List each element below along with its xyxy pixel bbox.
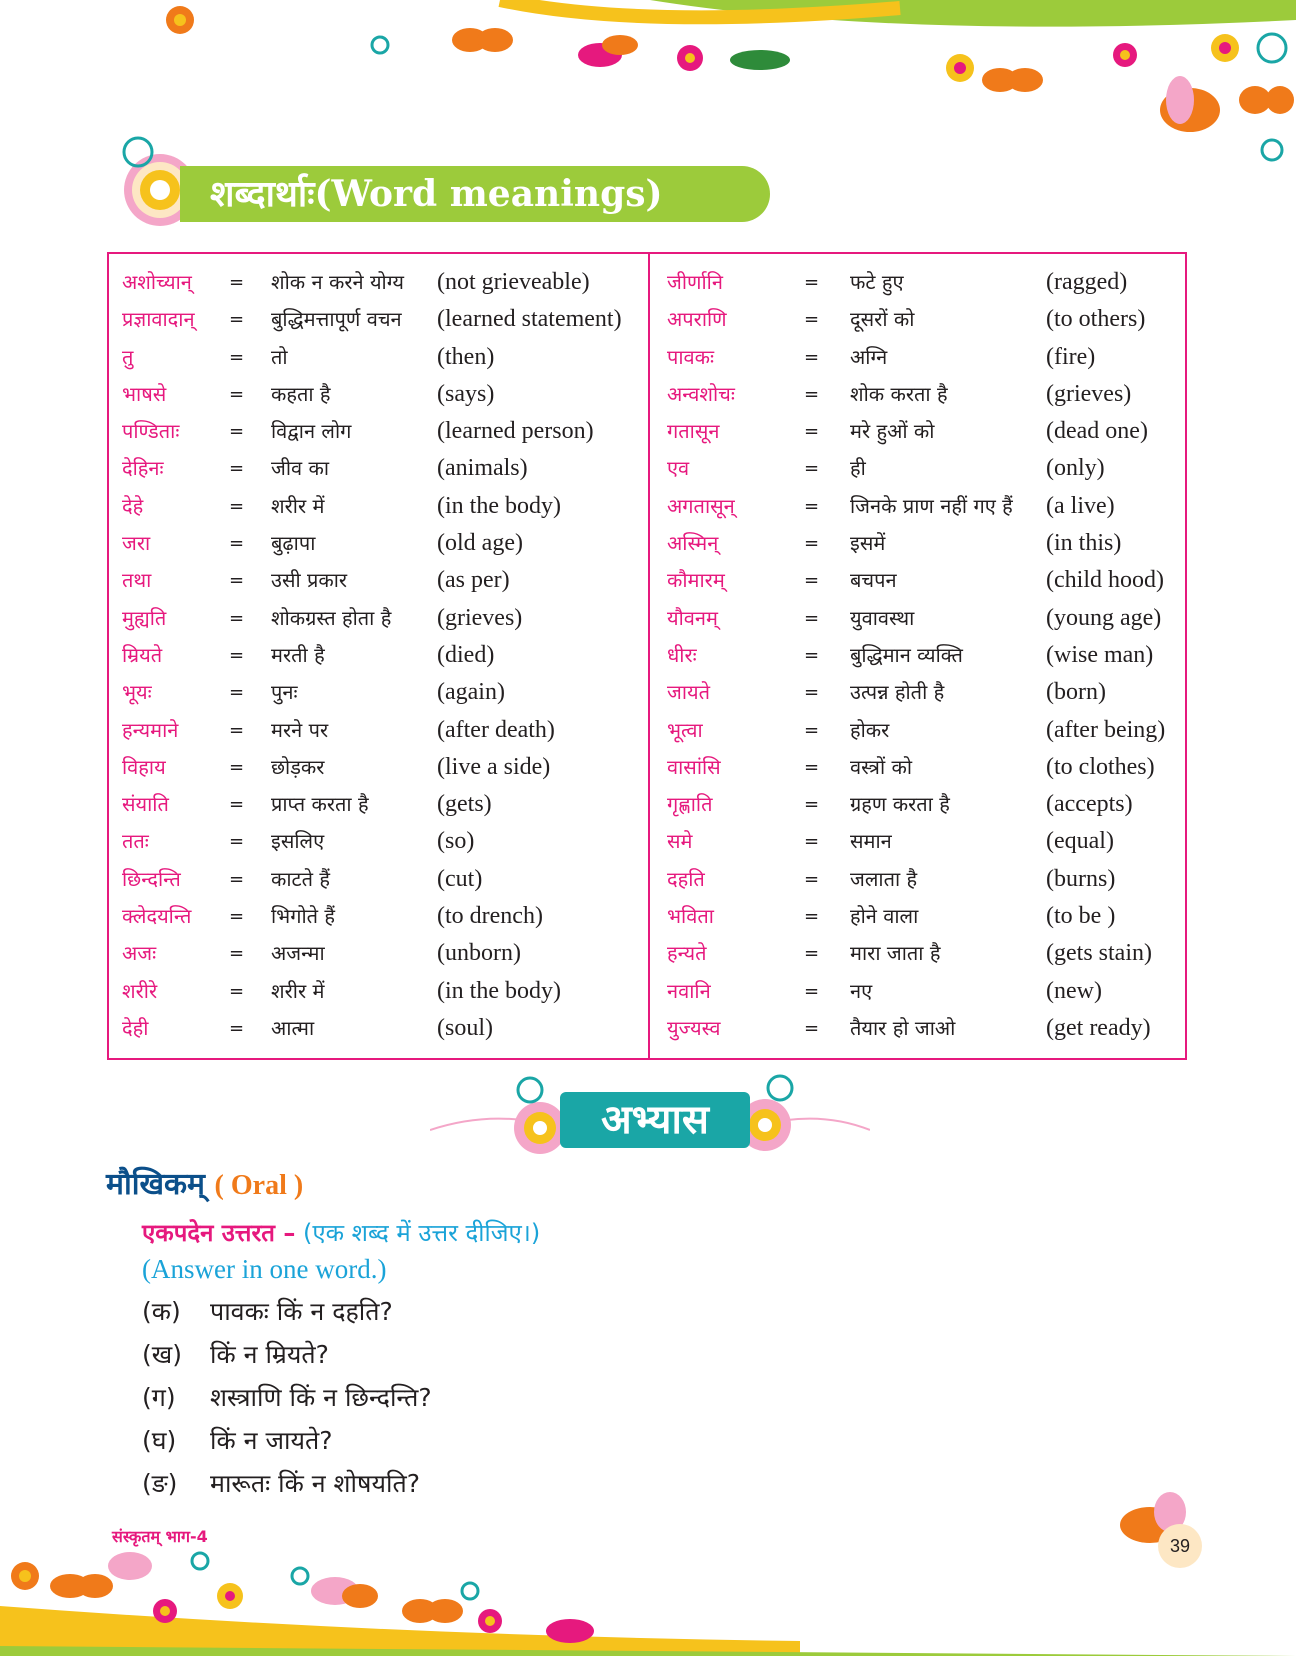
- sanskrit-word: हन्यते: [667, 941, 707, 966]
- equals-sign: =: [229, 607, 245, 629]
- word-meaning-row: [664, 488, 1184, 525]
- english-meaning: (in the body): [437, 492, 561, 519]
- butterfly-icon: [402, 1599, 463, 1623]
- english-meaning: (again): [437, 679, 505, 706]
- hindi-meaning: वस्त्रों को: [850, 754, 913, 779]
- oral-heading-english: ( Oral ): [214, 1170, 304, 1201]
- equals-sign: =: [804, 831, 820, 853]
- english-meaning: (as per): [437, 567, 510, 594]
- equals-sign: =: [804, 980, 820, 1002]
- equals-sign: =: [229, 644, 245, 666]
- hindi-meaning: शोक करता है: [850, 381, 948, 406]
- instruction-english: (Answer in one word.): [142, 1254, 387, 1284]
- hindi-meaning: नए: [850, 978, 873, 1003]
- hindi-meaning: शरीर में: [271, 493, 325, 518]
- sanskrit-word: भाषसे: [122, 381, 167, 406]
- oral-heading: [106, 1162, 303, 1203]
- english-meaning: (to others): [1046, 306, 1146, 333]
- hindi-meaning: फटे हुए: [850, 270, 904, 294]
- hindi-meaning: समान: [850, 829, 892, 854]
- english-meaning: (died): [437, 641, 495, 668]
- word-meaning-row: [664, 749, 1184, 786]
- right-column: [664, 264, 1184, 1047]
- equals-sign: =: [804, 644, 820, 666]
- flower-icon: [677, 45, 703, 71]
- equals-sign: =: [804, 794, 820, 816]
- section-title: शब्दार्थाः(Word meanings): [210, 173, 663, 215]
- word-meaning-row: [664, 973, 1184, 1010]
- equals-sign: =: [804, 421, 820, 443]
- english-meaning: (to clothes): [1046, 753, 1155, 780]
- sanskrit-word: देहे: [122, 493, 144, 518]
- hindi-meaning: बुढ़ापा: [271, 531, 316, 556]
- sanskrit-word: तु: [122, 344, 134, 369]
- english-meaning: (gets): [437, 791, 492, 818]
- word-meaning-row: [119, 749, 644, 786]
- hindi-meaning: विद्वान लोग: [271, 419, 352, 444]
- english-meaning: (born): [1046, 679, 1106, 706]
- english-meaning: (old age): [437, 530, 523, 557]
- sanskrit-word: संयाति: [122, 792, 169, 817]
- flower-icon: [217, 1583, 243, 1609]
- sanskrit-word: देही: [122, 1015, 149, 1040]
- sanskrit-word: अपराणि: [667, 307, 727, 332]
- english-meaning: (soul): [437, 1014, 493, 1041]
- butterfly-icon: [108, 1552, 152, 1580]
- hindi-meaning: छोड़कर: [271, 754, 325, 779]
- english-meaning: (grieves): [1046, 380, 1132, 407]
- english-meaning: (so): [437, 828, 475, 855]
- english-meaning: (burns): [1046, 865, 1116, 892]
- equals-sign: =: [229, 906, 245, 928]
- english-meaning: (cut): [437, 865, 483, 892]
- hindi-meaning: इसमें: [850, 531, 886, 556]
- english-meaning: (young age): [1046, 604, 1162, 631]
- hindi-meaning: शरीर में: [271, 978, 325, 1003]
- butterfly-icon: [50, 1574, 113, 1598]
- equals-sign: =: [229, 458, 245, 480]
- sanskrit-word: मुह्यति: [122, 605, 167, 630]
- word-meaning-row: [664, 861, 1184, 898]
- butterfly-icon: [982, 68, 1043, 92]
- equals-sign: =: [229, 570, 245, 592]
- equals-sign: =: [229, 719, 245, 741]
- equals-sign: =: [229, 831, 245, 853]
- word-meaning-row: [664, 562, 1184, 599]
- word-meaning-row: [119, 898, 644, 935]
- flower-icon: [166, 6, 194, 34]
- hindi-meaning: ग्रहण करता है: [850, 792, 950, 817]
- english-meaning: (to drench): [437, 903, 543, 930]
- english-meaning: (only): [1046, 455, 1105, 482]
- sanskrit-word: तथा: [122, 568, 152, 593]
- sanskrit-word: प्रज्ञावादान्: [122, 307, 195, 332]
- word-meaning-row: [664, 264, 1184, 301]
- hindi-meaning: मरती है: [271, 642, 325, 667]
- english-meaning: (grieves): [437, 604, 523, 631]
- equals-sign: =: [804, 570, 820, 592]
- english-meaning: (fire): [1046, 343, 1096, 370]
- equals-sign: =: [804, 346, 820, 368]
- butterfly-icon: [1160, 76, 1220, 132]
- question-item: [142, 1294, 393, 1328]
- page-number: 39: [1158, 1524, 1202, 1568]
- equals-sign: =: [804, 906, 820, 928]
- equals-sign: =: [804, 458, 820, 480]
- butterfly-icon: [578, 35, 638, 67]
- sanskrit-word: देहिनः: [122, 456, 164, 481]
- equals-sign: =: [229, 421, 245, 443]
- word-meaning-row: [664, 413, 1184, 450]
- sanskrit-word: पण्डिताः: [122, 419, 180, 444]
- hindi-meaning: उत्पन्न होती है: [850, 680, 945, 705]
- sanskrit-word: म्रियते: [122, 642, 163, 667]
- instruction: [142, 1216, 540, 1249]
- hindi-meaning: अग्नि: [850, 344, 888, 369]
- equals-sign: =: [804, 607, 820, 629]
- sanskrit-word: भूयः: [122, 680, 152, 705]
- word-meaning-row: [664, 786, 1184, 823]
- sanskrit-word: अजः: [122, 941, 157, 966]
- english-meaning: (learned statement): [437, 306, 622, 333]
- english-meaning: (in this): [1046, 530, 1122, 557]
- hindi-meaning: जिनके प्राण नहीं गए हैं: [850, 493, 1013, 518]
- question-label: (ख): [142, 1340, 182, 1369]
- sanskrit-word: क्लेदयन्ति: [122, 904, 192, 929]
- hindi-meaning: अजन्मा: [271, 941, 325, 966]
- oral-heading-hindi: मौखिकम्: [106, 1167, 205, 1202]
- english-meaning: (not grieveable): [437, 269, 590, 295]
- sanskrit-word: समे: [667, 829, 693, 854]
- word-meaning-row: [119, 973, 644, 1010]
- word-meanings-header: [110, 130, 670, 230]
- word-meaning-row: [119, 823, 644, 860]
- english-meaning: (unborn): [437, 940, 521, 967]
- book-title: संस्कृतम् भाग-4: [112, 1527, 208, 1546]
- hindi-meaning: पुनः: [271, 680, 298, 705]
- question-label: (क): [142, 1297, 181, 1326]
- equals-sign: =: [804, 943, 820, 965]
- equals-sign: =: [804, 272, 820, 293]
- sanskrit-word: छिन्दन्ति: [122, 866, 181, 891]
- word-meaning-row: [119, 674, 644, 711]
- question-item: [142, 1380, 432, 1414]
- english-meaning: (live a side): [437, 753, 551, 780]
- butterfly-icon: [311, 1577, 378, 1608]
- word-meaning-row: [664, 600, 1184, 637]
- english-meaning: (accepts): [1046, 791, 1133, 818]
- hindi-meaning: तो: [271, 344, 288, 369]
- instruction-hindi: (एक शब्द में उत्तर दीजिए।): [302, 1219, 541, 1247]
- word-meaning-row: [119, 786, 644, 823]
- hindi-meaning: शोकग्रस्त होता है: [271, 605, 392, 630]
- decorative-bottom-border: [0, 1536, 1296, 1656]
- english-meaning: (after being): [1046, 716, 1166, 743]
- english-meaning: (gets stain): [1046, 940, 1152, 967]
- sanskrit-word: पावकः: [667, 344, 715, 369]
- sanskrit-word: यौवनम्: [667, 605, 718, 630]
- sanskrit-word: शरीरे: [122, 978, 158, 1003]
- hindi-meaning: होने वाला: [850, 904, 919, 929]
- english-meaning: (wise man): [1046, 641, 1154, 668]
- hindi-meaning: भिगोते हैं: [271, 904, 336, 929]
- flower-icon: [11, 1562, 39, 1590]
- hindi-meaning: इसलिए: [271, 829, 325, 854]
- question-text: किं न जायते?: [210, 1426, 333, 1455]
- left-column: [119, 264, 644, 1047]
- equals-sign: =: [229, 272, 245, 293]
- sanskrit-word: धीरः: [667, 642, 697, 667]
- question-text: शस्त्राणि किं न छिन्दन्ति?: [210, 1383, 432, 1412]
- word-meaning-row: [664, 637, 1184, 674]
- english-meaning: (in the body): [437, 977, 561, 1004]
- equals-sign: =: [229, 943, 245, 965]
- sanskrit-word: भूत्वा: [667, 717, 703, 742]
- word-meaning-row: [119, 861, 644, 898]
- word-meaning-row: [664, 339, 1184, 376]
- english-meaning: (dead one): [1046, 418, 1148, 445]
- sanskrit-word: अगतासून्: [667, 493, 735, 518]
- equals-sign: =: [229, 756, 245, 778]
- word-meaning-row: [664, 898, 1184, 935]
- equals-sign: =: [229, 495, 245, 517]
- word-meaning-row: [664, 376, 1184, 413]
- equals-sign: =: [229, 682, 245, 704]
- english-meaning: (a live): [1046, 492, 1115, 519]
- hindi-meaning: प्राप्त करता है: [271, 792, 369, 817]
- hindi-meaning: जलाता है: [850, 866, 918, 891]
- hindi-meaning: जीव का: [271, 456, 330, 481]
- word-meaning-row: [664, 301, 1184, 338]
- sanskrit-word: हन्यमाने: [122, 717, 179, 742]
- hindi-meaning: बुद्धिमान व्यक्ति: [850, 642, 963, 667]
- flower-icon: [1113, 43, 1137, 67]
- hindi-meaning: होकर: [850, 717, 890, 742]
- sanskrit-word: नवानि: [667, 978, 711, 1003]
- hindi-meaning: तैयार हो जाओ: [850, 1015, 956, 1040]
- instruction-bold: एकपदेन उत्तरत –: [142, 1219, 296, 1247]
- english-meaning: (child hood): [1046, 567, 1164, 594]
- english-meaning: (new): [1046, 977, 1102, 1004]
- flower-icon: [946, 54, 974, 82]
- word-meaning-row: [664, 823, 1184, 860]
- english-meaning: (to be ): [1046, 903, 1116, 930]
- sanskrit-word: जरा: [122, 531, 151, 556]
- equals-sign: =: [229, 309, 245, 331]
- english-meaning: (animals): [437, 455, 528, 482]
- sanskrit-word: अन्वशोचः: [667, 381, 735, 406]
- butterfly-icon: [1239, 86, 1294, 114]
- question-text: पावकः किं न दहति?: [210, 1297, 393, 1326]
- question-label: (घ): [142, 1426, 177, 1455]
- flower-icon: [1211, 34, 1239, 62]
- equals-sign: =: [804, 868, 820, 890]
- sanskrit-word: अस्मिन्: [667, 531, 719, 556]
- equals-sign: =: [804, 383, 820, 405]
- hindi-meaning: उसी प्रकार: [271, 568, 348, 593]
- english-meaning: (after death): [437, 716, 555, 743]
- butterfly-icon: [546, 1619, 594, 1643]
- flower-icon: [478, 1609, 502, 1633]
- sanskrit-word: कौमारम्: [667, 568, 725, 593]
- hindi-meaning: दूसरों को: [850, 307, 915, 332]
- sanskrit-word: एव: [667, 456, 690, 481]
- sanskrit-word: भविता: [667, 904, 714, 929]
- equals-sign: =: [804, 719, 820, 741]
- equals-sign: =: [229, 1017, 245, 1039]
- word-meaning-row: [119, 488, 644, 525]
- english-meaning: (ragged): [1046, 269, 1128, 295]
- question-text: किं न म्रियते?: [210, 1340, 329, 1369]
- word-meaning-row: [664, 1010, 1184, 1047]
- question-label: (ङ): [142, 1469, 178, 1498]
- badge-label: अभ्यास: [601, 1097, 709, 1143]
- equals-sign: =: [804, 1017, 820, 1039]
- equals-sign: =: [229, 794, 245, 816]
- equals-sign: =: [804, 682, 820, 704]
- word-meaning-row: [664, 935, 1184, 972]
- equals-sign: =: [229, 980, 245, 1002]
- equals-sign: =: [229, 383, 245, 405]
- column-divider: [648, 254, 650, 1058]
- equals-sign: =: [804, 756, 820, 778]
- hindi-meaning: मरने पर: [271, 717, 329, 742]
- question-text: मारूतः किं न शोषयति?: [210, 1469, 420, 1498]
- english-meaning: (learned person): [437, 418, 594, 445]
- question-item: [142, 1423, 333, 1457]
- question-item: [142, 1337, 329, 1371]
- hindi-meaning: मरे हुओं को: [850, 419, 935, 444]
- hindi-meaning: कहता है: [271, 381, 331, 406]
- english-meaning: (says): [437, 380, 495, 407]
- word-meaning-row: [119, 413, 644, 450]
- sanskrit-word: विहाय: [122, 754, 166, 779]
- equals-sign: =: [229, 346, 245, 368]
- word-meanings-table: [107, 252, 1187, 1060]
- word-meaning-row: [119, 637, 644, 674]
- hindi-meaning: शोक न करने योग्य: [271, 270, 404, 294]
- english-meaning: (then): [437, 343, 495, 370]
- question-label: (ग): [142, 1383, 176, 1412]
- word-meaning-row: [664, 450, 1184, 487]
- sanskrit-word: ततः: [122, 829, 149, 854]
- hindi-meaning: बचपन: [850, 568, 897, 593]
- sanskrit-word: जीर्णानि: [667, 270, 723, 294]
- sanskrit-word: जायते: [667, 680, 711, 705]
- english-meaning: (get ready): [1046, 1014, 1151, 1041]
- equals-sign: =: [229, 533, 245, 555]
- sanskrit-word: गतासून: [667, 419, 720, 444]
- equals-sign: =: [804, 495, 820, 517]
- word-meaning-row: [119, 600, 644, 637]
- equals-sign: =: [229, 868, 245, 890]
- english-meaning: (equal): [1046, 828, 1114, 855]
- flower-icon: [153, 1599, 177, 1623]
- word-meaning-row: [664, 525, 1184, 562]
- hindi-meaning: युवावस्था: [850, 605, 915, 630]
- hindi-meaning: ही: [850, 456, 866, 481]
- sanskrit-word: गृह्णाति: [667, 792, 713, 817]
- hindi-meaning: काटते हैं: [271, 866, 330, 891]
- word-meaning-row: [119, 450, 644, 487]
- butterfly-icon: [452, 28, 513, 52]
- hindi-meaning: मारा जाता है: [850, 941, 941, 966]
- word-meaning-row: [119, 712, 644, 749]
- word-meaning-row: [119, 339, 644, 376]
- hindi-meaning: बुद्धिमत्तापूर्ण वचन: [271, 307, 402, 332]
- sanskrit-word: युज्यस्व: [667, 1015, 721, 1040]
- hindi-meaning: आत्मा: [271, 1015, 315, 1040]
- question-item: [142, 1466, 420, 1500]
- word-meaning-row: [119, 935, 644, 972]
- sanskrit-word: वासांसि: [667, 754, 721, 779]
- word-meaning-row: [119, 264, 644, 301]
- sanskrit-word: दहति: [667, 866, 705, 891]
- equals-sign: =: [804, 533, 820, 555]
- word-meaning-row: [119, 301, 644, 338]
- word-meaning-row: [664, 674, 1184, 711]
- word-meaning-row: [119, 1010, 644, 1047]
- word-meaning-row: [119, 525, 644, 562]
- exercise-badge: [430, 1070, 870, 1180]
- word-meaning-row: [119, 562, 644, 599]
- word-meaning-row: [664, 712, 1184, 749]
- equals-sign: =: [804, 309, 820, 331]
- leaf-icon: [730, 50, 790, 70]
- word-meaning-row: [119, 376, 644, 413]
- sanskrit-word: अशोच्यान्: [122, 270, 192, 294]
